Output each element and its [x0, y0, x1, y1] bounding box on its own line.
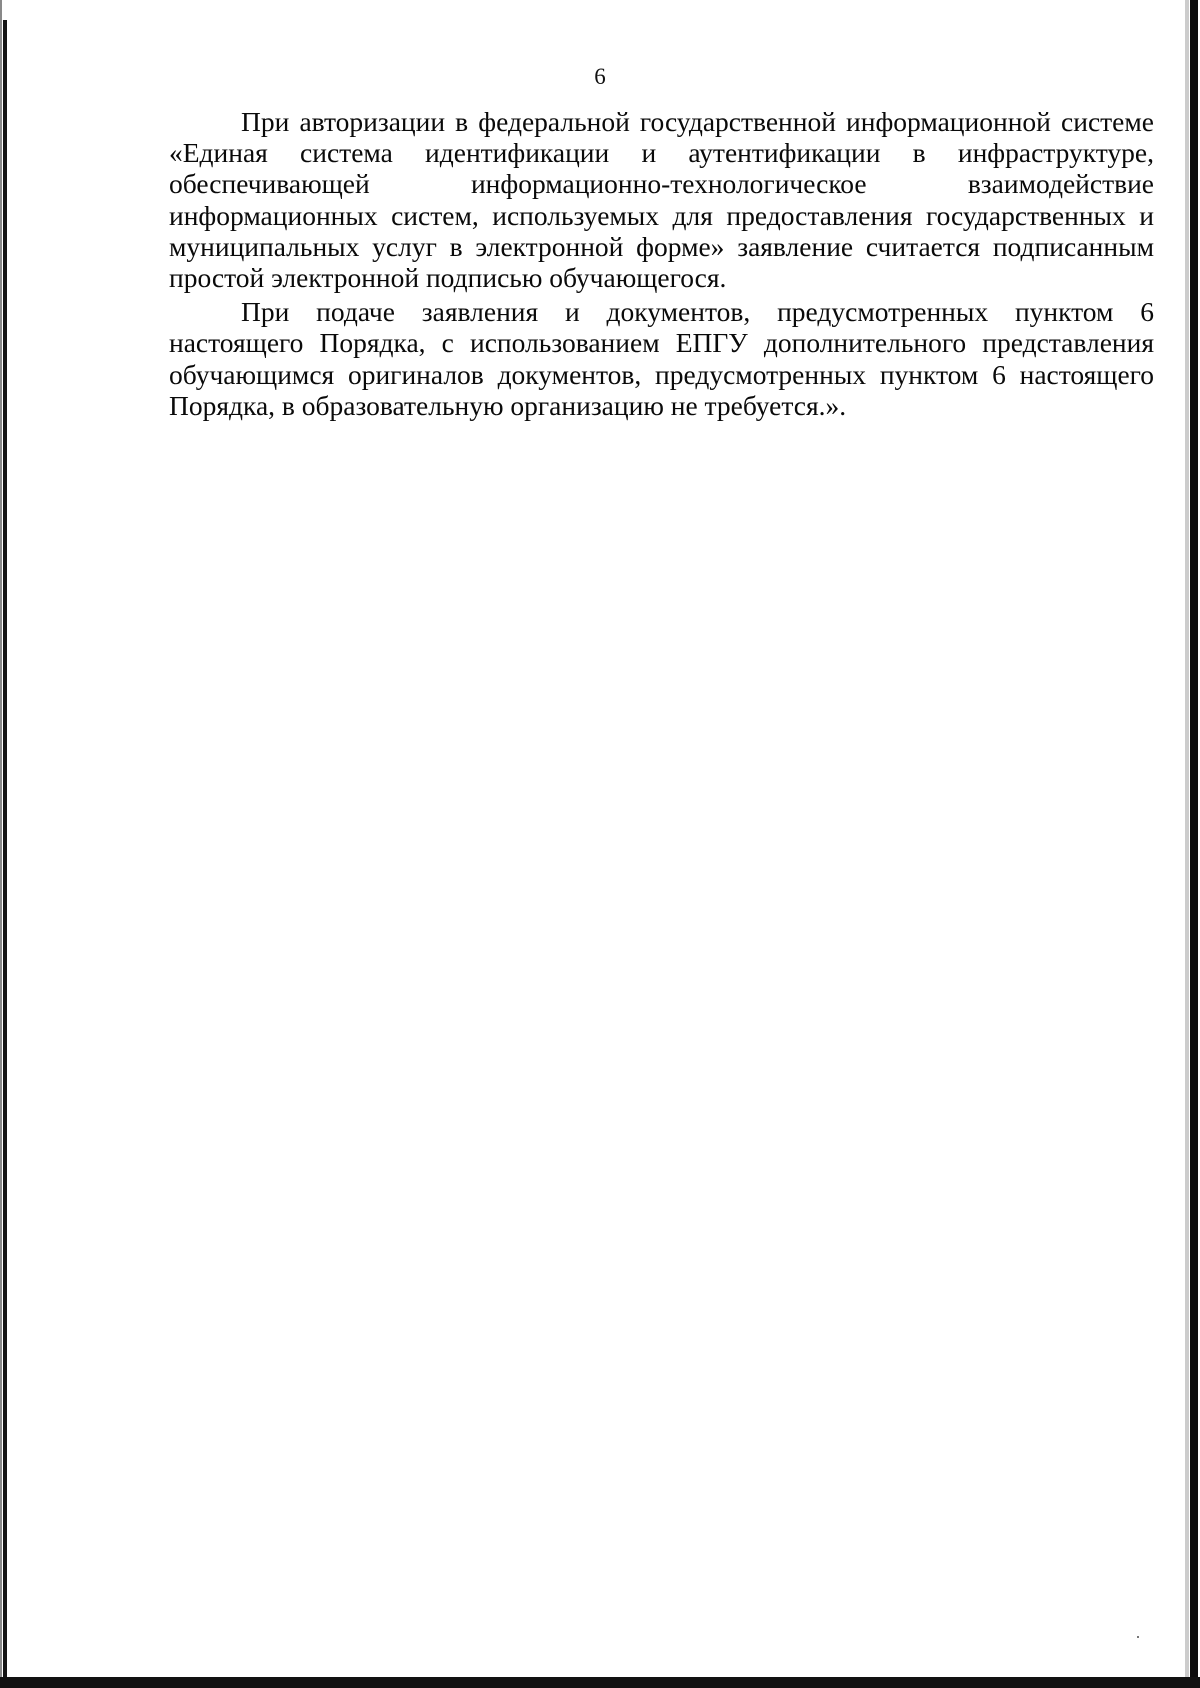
- scan-edge-left: [3, 20, 7, 1680]
- paragraph-submission: При подаче заявления и документов, предусмотренных пунктом 6 настоящего Порядка, с использованием ЕПГУ дополнительного представления обучающимся оригиналов документов, предусмотренных пунктом 6 настоящего Порядка, в образовательную организацию не требуется.».: [169, 296, 1154, 421]
- scan-edge-right-shadow: [1185, 0, 1189, 1688]
- paragraph-authorization: При авторизации в федеральной государственной информационной системе «Единая система идентификации и аутентификации в инфраструктуре, обеспечивающей информационно-технологическое взаимодействие информационных систем, используемых для предоставления государственных и муниципальных услуг в электронной форме» заявление считается подписанным простой электронной подписью обучающегося.: [169, 106, 1154, 294]
- scan-edge-left-outer: [0, 0, 2, 1688]
- scan-speck: [1137, 1636, 1139, 1638]
- page-number: 6: [594, 64, 606, 89]
- scan-edge-bottom: [0, 1677, 1200, 1688]
- document-body: [169, 106, 1154, 424]
- scan-edge-right: [1190, 0, 1198, 1688]
